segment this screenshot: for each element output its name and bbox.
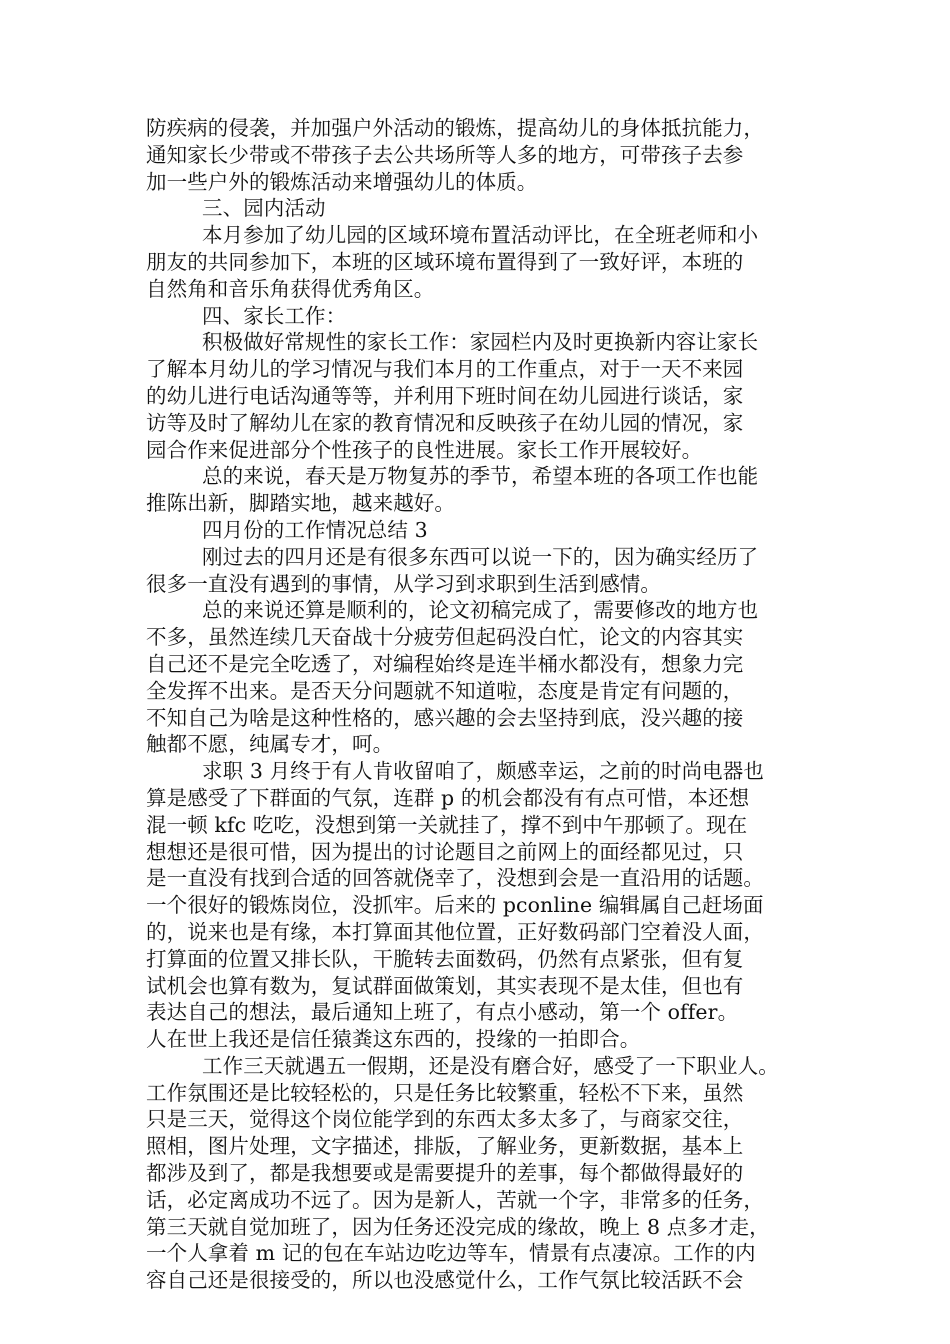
text-line: 防疾病的侵袭，并加强户外活动的锻炼，提高幼儿的身体抵抗能力，	[146, 116, 764, 140]
text-line: 一个很好的锻炼岗位，没抓牢。后来的 pconline 编辑属自己赶场面	[146, 893, 764, 918]
text-line: 容自己还是很接受的，所以也没感觉什么，工作气氛比较活跃不会	[146, 1268, 744, 1293]
text-line: 自然角和音乐角获得优秀角区。	[146, 276, 435, 301]
text-line: 工作氛围还是比较轻松的，只是任务比较繁重，轻松不下来，虽然	[146, 1080, 744, 1105]
text-line: 不知自己为啥是这种性格的，感兴趣的会去坚持到底，没兴趣的接	[146, 705, 744, 730]
text-line: 都涉及到了，都是我想要或是需要提升的差事，每个都做得最好的	[146, 1161, 744, 1186]
text-line: 四月份的工作情况总结 3	[202, 517, 428, 542]
text-line: 不多，虽然连续几天奋战十分疲劳但起码没白忙，论文的内容其实	[146, 625, 744, 650]
document-page	[146, 115, 826, 1294]
text-line: 很多一直没有遇到的事情，从学习到求职到生活到感情。	[146, 571, 661, 596]
text-line: 推陈出新，脚踏实地，越来越好。	[146, 491, 455, 516]
text-line: 人在世上我还是信任猿粪这东西的，投缘的一拍即合。	[146, 1027, 641, 1052]
text-line: 表达自己的想法，最后通知上班了，有点小感动，第一个 offer。	[146, 1000, 739, 1025]
text-line: 求职 3 月终于有人肯收留咱了，颇感幸运，之前的时尚电器也	[202, 759, 764, 784]
text-line: 触都不愿，纯属专才，呵。	[146, 732, 394, 757]
text-line: 只是三天，觉得这个岗位能学到的东西太多太多了，与商家交往，	[146, 1107, 744, 1132]
text-line: 访等及时了解幼儿在家的教育情况和反映孩子在幼儿园的情况，家	[146, 410, 744, 435]
text-line: 加一些户外的锻炼活动来增强幼儿的体质。	[146, 169, 538, 194]
text-line: 工作三天就遇五一假期，还是没有磨合好，感受了一下职业人。	[202, 1053, 779, 1078]
text-line: 是一直没有找到合适的回答就侥幸了，没想到会是一直沿用的话题。	[146, 866, 764, 891]
text-line: 想想还是很可惜，因为提出的讨论题目之前网上的面经都见过，只	[146, 839, 744, 864]
text-line: 园合作来促进部分个性孩子的良性进展。家长工作开展较好。	[146, 437, 703, 462]
text-line: 总的来说，春天是万物复苏的季节，希望本班的各项工作也能	[202, 464, 759, 489]
text-line: 的幼儿进行电话沟通等等，并利用下班时间在幼儿园进行谈话，家	[146, 383, 744, 408]
text-line: 试机会也算有数为，复试群面做策划，其实表现不是太佳，但也有	[146, 973, 744, 998]
text-line: 积极做好常规性的家长工作：家园栏内及时更换新内容让家长	[202, 330, 759, 355]
text-line: 话，必定离成功不远了。因为是新人，苦就一个字，非常多的任务，	[146, 1187, 764, 1212]
text-line: 的，说来也是有缘，本打算面其他位置，正好数码部门空着没人面，	[146, 919, 764, 944]
text-line: 本月参加了幼儿园的区域环境布置活动评比，在全班老师和小	[202, 223, 759, 248]
text-line: 通知家长少带或不带孩子去公共场所等人多的地方，可带孩子去参	[146, 142, 744, 167]
text-line: 总的来说还算是顺利的，论文初稿完成了，需要修改的地方也	[202, 598, 759, 623]
text-line: 全发挥不出来。是否天分问题就不知道啦，态度是肯定有问题的，	[146, 678, 744, 703]
text-line: 一个人拿着 m 记的包在车站边吃边等车，情景有点凄凉。工作的内	[146, 1241, 756, 1266]
text-line: 算是感受了下群面的气氛，连群 p 的机会都没有有点可惜，本还想	[146, 785, 750, 810]
text-line: 第三天就自觉加班了，因为任务还没完成的缘故，晚上 8 点多才走，	[146, 1214, 770, 1239]
text-line: 自己还不是完全吃透了，对编程始终是连半桶水都没有，想象力完	[146, 651, 744, 676]
text-line: 刚过去的四月还是有很多东西可以说一下的，因为确实经历了	[202, 544, 759, 569]
text-line: 照相，图片处理，文字描述，排版，了解业务，更新数据，基本上	[146, 1134, 744, 1159]
text-line: 了解本月幼儿的学习情况与我们本月的工作重点，对于一天不来园	[146, 357, 744, 382]
text-line: 打算面的位置又排长队，干脆转去面数码，仍然有点紧张，但有复	[146, 946, 744, 971]
text-line: 混一顿 kfc 吃吃，没想到第一关就挂了，撑不到中午那顿了。现在	[146, 812, 748, 837]
text-line: 三、园内活动	[202, 196, 326, 221]
text-line: 四、家长工作：	[202, 303, 347, 328]
text-line: 朋友的共同参加下，本班的区域环境布置得到了一致好评，本班的	[146, 249, 744, 274]
